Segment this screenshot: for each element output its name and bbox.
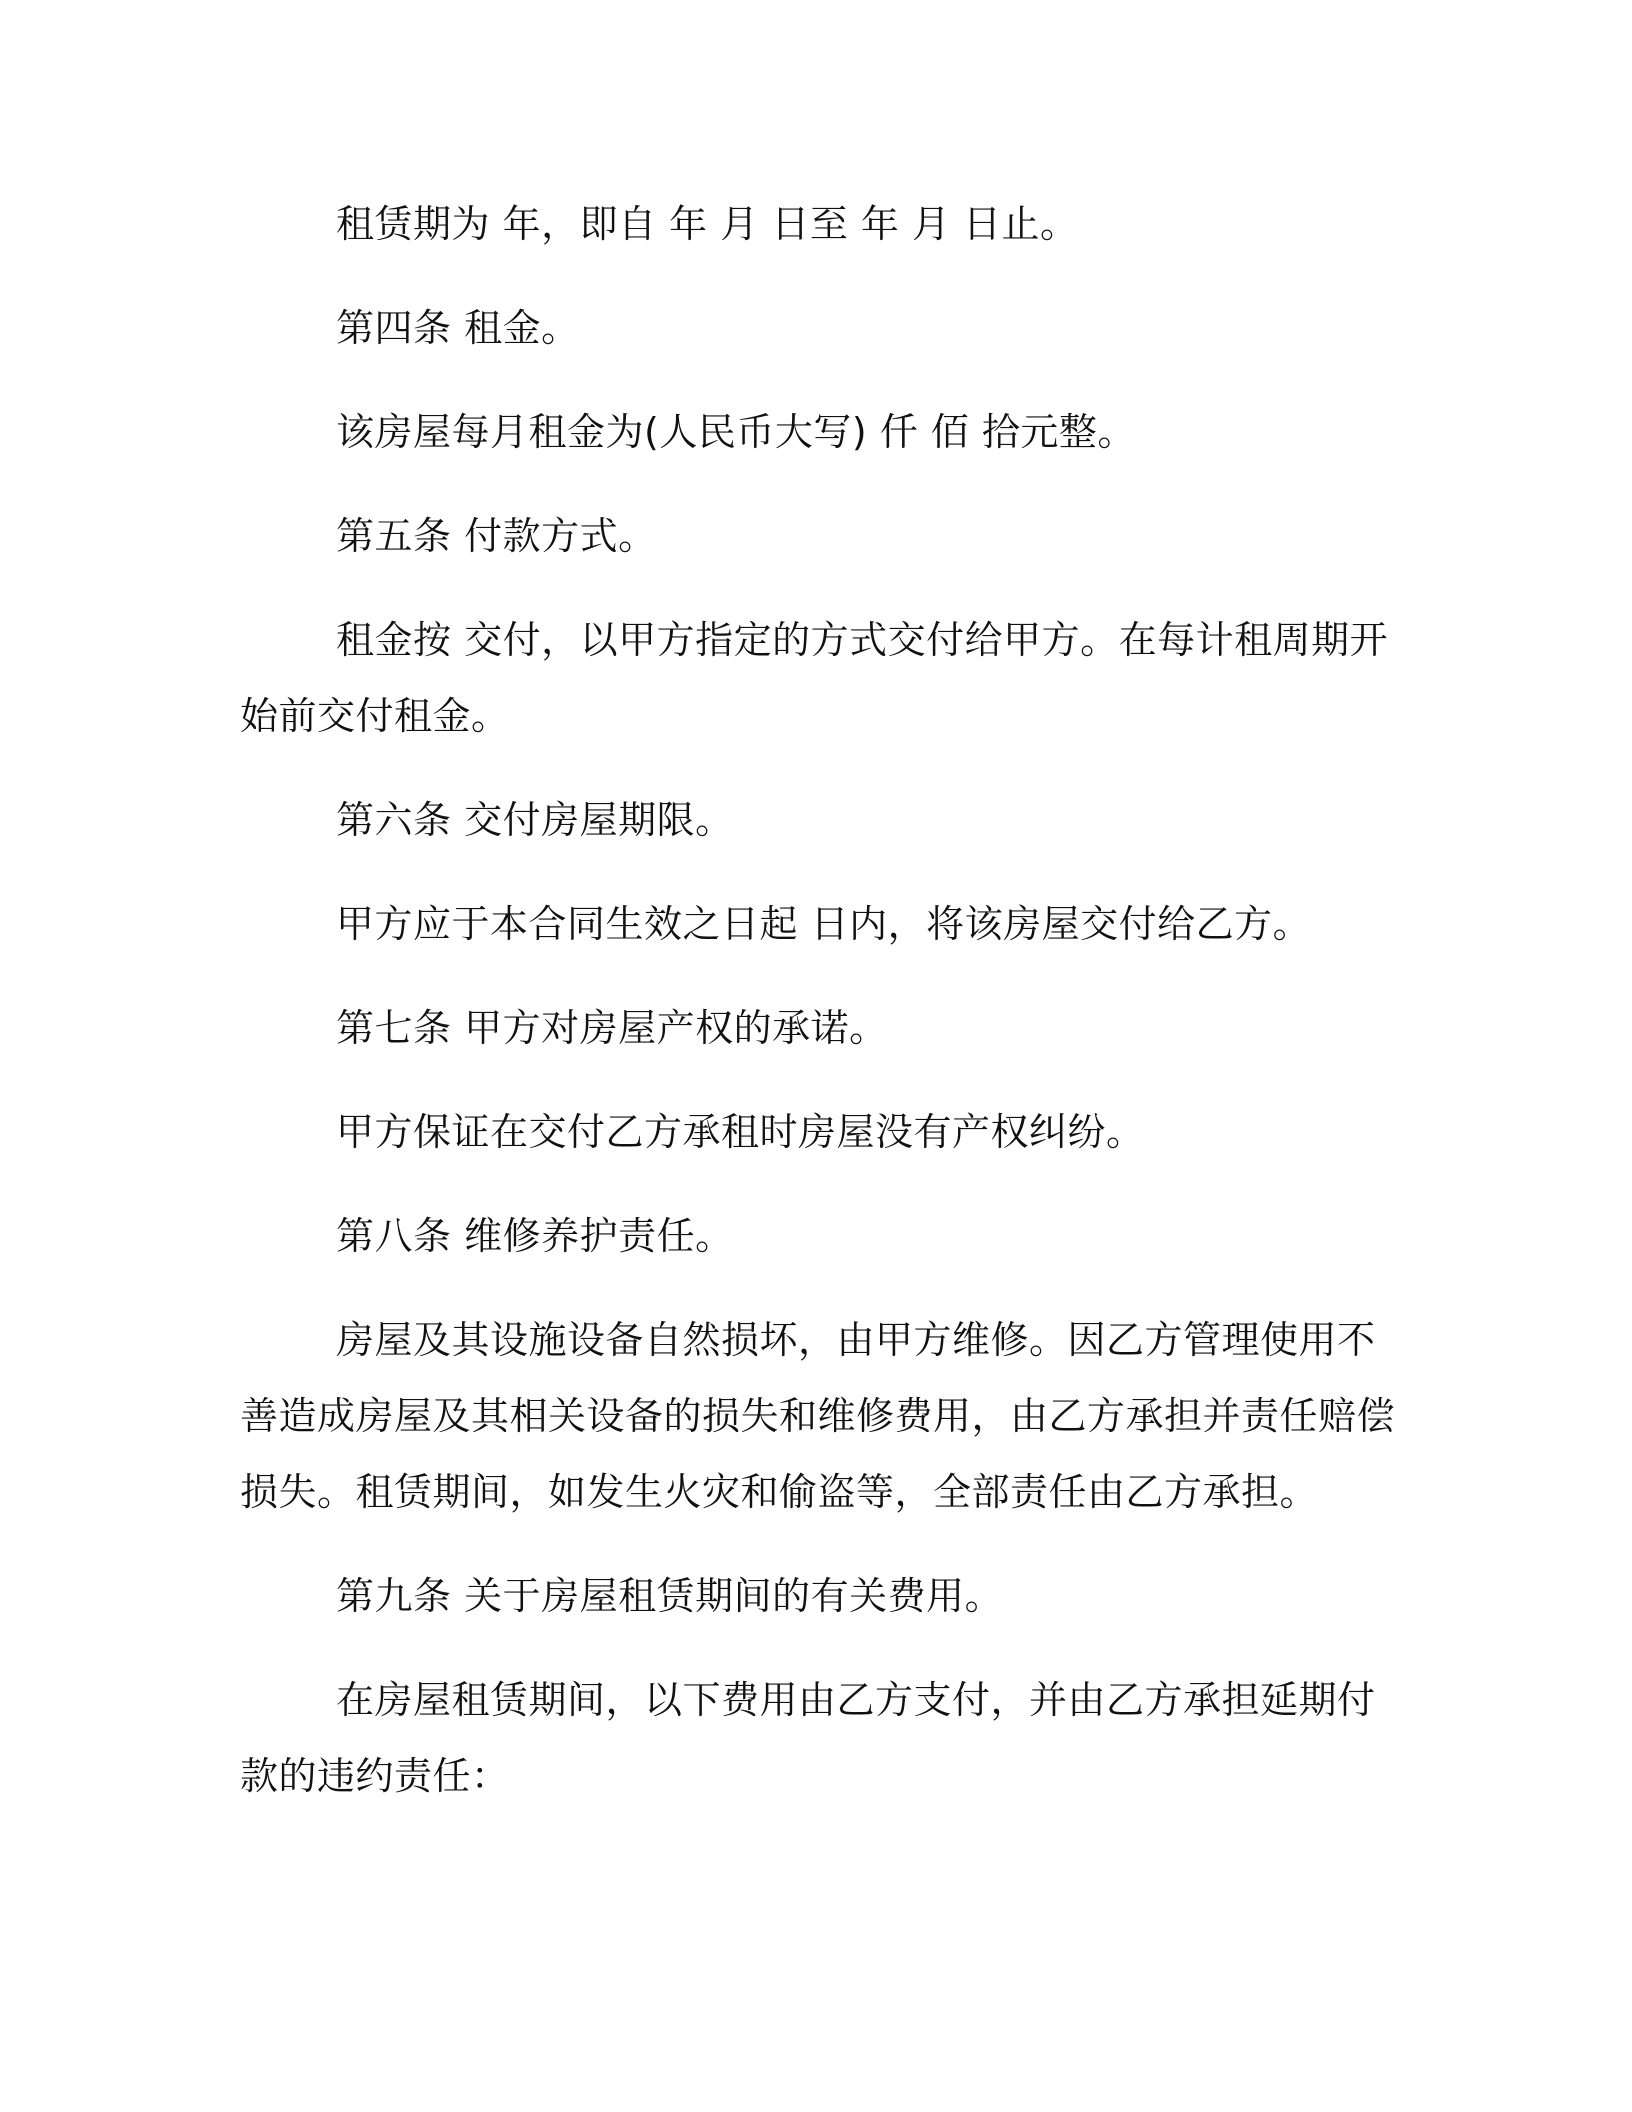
article-6-heading: 第六条 交付房屋期限。	[336, 798, 734, 842]
paragraph-lease-term: 租赁期为 年，即自 年 月 日至 年 月 日止。	[336, 202, 1079, 246]
article-7-heading: 第七条 甲方对房屋产权的承诺。	[336, 1006, 888, 1050]
paragraph-fees: 在房屋租赁期间，以下费用由乙方支付，并由乙方承担延期付款的违约责任：	[240, 1678, 1376, 1798]
article-9-heading: 第九条 关于房屋租赁期间的有关费用。	[336, 1574, 1004, 1618]
paragraph-rent-amount: 该房屋每月租金为(人民币大写) 仟 佰 拾元整。	[336, 410, 1136, 454]
article-5-heading: 第五条 付款方式。	[336, 514, 657, 558]
contract-body	[240, 186, 1400, 1814]
paragraph-payment-method: 租金按 交付，以甲方指定的方式交付给甲方。在每计租周期开始前交付租金。	[240, 618, 1389, 738]
paragraph-delivery-term: 甲方应于本合同生效之日起 日内，将该房屋交付给乙方。	[336, 902, 1312, 946]
article-4-heading: 第四条 租金。	[336, 306, 580, 350]
article-8-heading: 第八条 维修养护责任。	[336, 1214, 734, 1258]
paragraph-ownership-guarantee: 甲方保证在交付乙方承租时房屋没有产权纠纷。	[336, 1110, 1145, 1154]
paragraph-maintenance: 房屋及其设施设备自然损坏，由甲方维修。因乙方管理使用不善造成房屋及其相关设备的损失和维修费用，由乙方承担并责任赔偿损失。租赁期间，如发生火灾和偷盗等，全部责任由乙方承担。	[240, 1318, 1396, 1514]
